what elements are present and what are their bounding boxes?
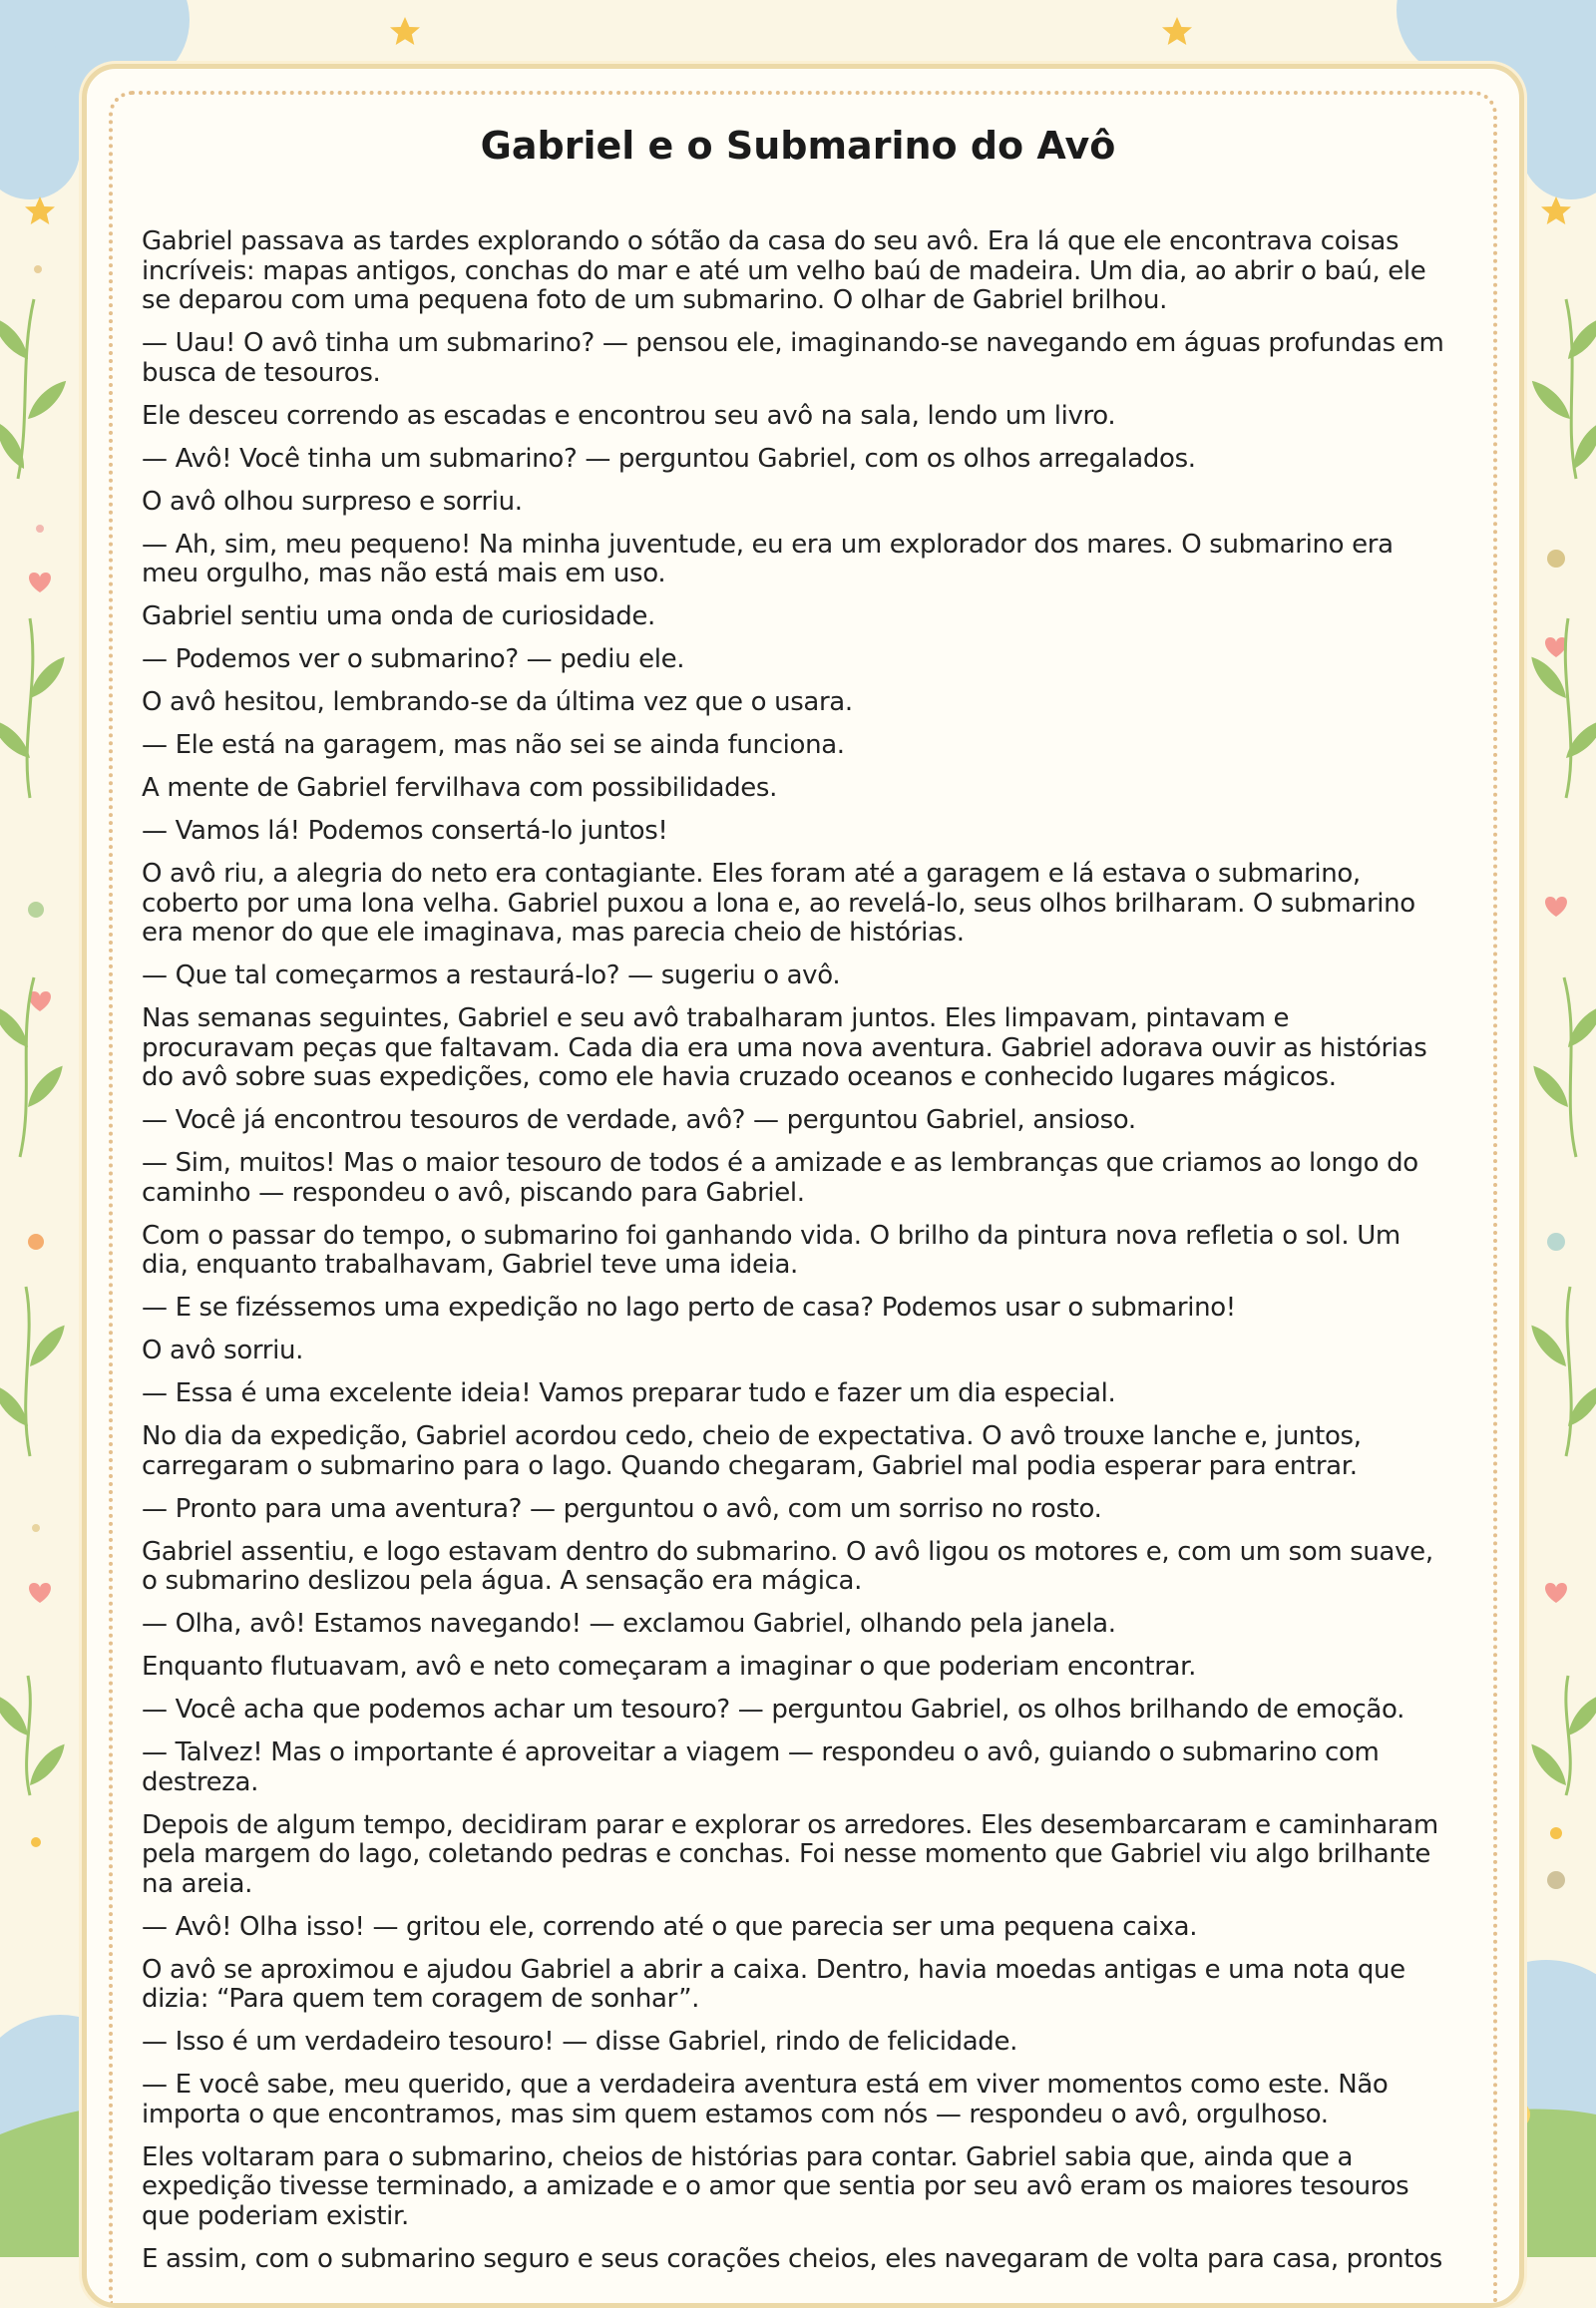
story-paragraph: — Olha, avô! Estamos navegando! — exclamou Gabriel, olhando pela janela. bbox=[142, 1609, 1116, 1639]
story-title: Gabriel e o Submarino do Avô bbox=[480, 124, 1116, 168]
story-paragraph: — Essa é uma excelente ideia! Vamos preparar tudo e fazer um dia especial. bbox=[142, 1378, 1116, 1408]
story-paragraph: — Avô! Olha isso! — gritou ele, correndo até o que parecia ser uma pequena caixa. bbox=[142, 1911, 1198, 1942]
story-paragraph: — Talvez! Mas o importante é aproveitar a viagem — respondeu o avô, guiando o submarino com destreza. bbox=[142, 1737, 1380, 1797]
story-paragraph: — E você sabe, meu querido, que a verdadeira aventura está em viver momentos como este. Não importa o que encontramos, mas sim quem estamos com nós — respondeu o avô, orgulhoso. bbox=[142, 2070, 1389, 2129]
story-paragraph: Ele desceu correndo as escadas e encontrou seu avô na sala, lendo um livro. bbox=[142, 400, 1116, 431]
story-paragraph: Depois de algum tempo, decidiram parar e explorar os arredores. Eles desembarcaram e caminharam pela margem do lago, coletando pedras e conchas. Foi nesse momento que Gabriel viu algo brilhante na areia. bbox=[142, 1809, 1438, 1899]
story-paragraph: — Pronto para uma aventura? — perguntou o avô, com um sorriso no rosto. bbox=[142, 1493, 1102, 1524]
story-paragraph: — Vamos lá! Podemos consertá-lo juntos! bbox=[142, 816, 668, 846]
story-paragraph: — Que tal começarmos a restaurá-lo? — sugeriu o avô. bbox=[142, 961, 841, 990]
story-paragraph: O avô sorriu. bbox=[142, 1336, 304, 1365]
star-icon bbox=[1541, 196, 1571, 224]
story-paragraph: — Avô! Você tinha um submarino? — perguntou Gabriel, com os olhos arregalados. bbox=[142, 443, 1196, 474]
star-icon bbox=[25, 196, 55, 224]
heart-icon bbox=[1545, 1583, 1567, 1603]
star-icon bbox=[390, 17, 420, 45]
story-paragraph: — Ah, sim, meu pequeno! Na minha juventude, eu era um explorador dos mares. O submarino era meu orgulho, mas não está mais em uso. bbox=[142, 529, 1394, 588]
story-paragraph: O avô olhou surpreso e sorriu. bbox=[142, 486, 523, 517]
story-paragraph: Nas semanas seguintes, Gabriel e seu avô trabalharam juntos. Eles limpavam, pintavam e procuravam peças que faltavam. Cada dia era uma nova aventura. Gabriel adorava ouvir as histórias do avô sobre suas expedições, como ele havia cruzado oceanos e conhecido lugares mágicos. bbox=[142, 1003, 1427, 1092]
story-paragraph: — Podemos ver o submarino? — pediu ele. bbox=[142, 644, 685, 674]
heart-icon bbox=[29, 1583, 51, 1603]
story-paragraph: Enquanto flutuavam, avô e neto começaram a imaginar o que poderiam encontrar. bbox=[142, 1652, 1196, 1682]
story-paragraph: No dia da expedição, Gabriel acordou cedo, cheio de expectativa. O avô trouxe lanche e, juntos, carregaram o submarino para o lago. Quando chegaram, Gabriel mal podia esperar para entrar. bbox=[142, 1421, 1362, 1481]
story-paragraph: E assim, com o submarino seguro e seus corações cheios, eles navegaram de volta para casa, prontos bbox=[142, 2243, 1442, 2274]
story-body bbox=[142, 227, 1448, 2288]
story-paragraph: O avô hesitou, lembrando-se da última vez que o usara. bbox=[142, 687, 853, 717]
heart-icon bbox=[29, 991, 51, 1011]
story-paragraph: — Ele está na garagem, mas não sei se ainda funciona. bbox=[142, 730, 845, 760]
story-paragraph: Gabriel sentiu uma onda de curiosidade. bbox=[142, 601, 655, 631]
story-paragraph: — Você já encontrou tesouros de verdade, avô? — perguntou Gabriel, ansioso. bbox=[142, 1105, 1136, 1135]
story-paragraph: A mente de Gabriel fervilhava com possibilidades. bbox=[142, 773, 778, 803]
story-paragraph: — Sim, muitos! Mas o maior tesouro de todos é a amizade e as lembranças que criamos ao longo do caminho — respondeu o avô, piscando para Gabriel. bbox=[142, 1148, 1418, 1208]
story-paragraph: Gabriel assentiu, e logo estavam dentro do submarino. O avô ligou os motores e, com um som suave, o submarino deslizou pela água. A sensação era mágica. bbox=[142, 1536, 1433, 1596]
story-paragraph: Gabriel passava as tardes explorando o sótão da casa do seu avô. Era lá que ele encontrava coisas incríveis: mapas antigos, conchas do mar e até um velho baú de madeira. Um dia, ao abrir o baú, ele se deparou com uma pequena foto de um submarino. O olhar de Gabriel brilhou. bbox=[142, 226, 1426, 315]
story-paragraph: — E se fizéssemos uma expedição no lago perto de casa? Podemos usar o submarino! bbox=[142, 1293, 1236, 1323]
heart-icon bbox=[29, 573, 51, 592]
left-vine-icon bbox=[0, 299, 71, 1795]
story-paragraph: — Uau! O avô tinha um submarino? — pensou ele, imaginando-se navegando em águas profundas em busca de tesouros. bbox=[142, 328, 1444, 388]
heart-icon bbox=[1545, 897, 1567, 917]
star-icon bbox=[1162, 17, 1192, 45]
story-paragraph: — Isso é um verdadeiro tesouro! — disse Gabriel, rindo de felicidade. bbox=[142, 2027, 1018, 2057]
story-paragraph: O avô riu, a alegria do neto era contagiante. Eles foram até a garagem e lá estava o submarino, coberto por uma lona velha. Gabriel puxou a lona e, ao revelá-lo, seus olhos brilharam. O submarino era menor do que ele imaginava, mas parecia cheio de histórias. bbox=[142, 859, 1415, 948]
right-vine-icon bbox=[1526, 299, 1596, 1795]
heart-icon bbox=[1545, 637, 1567, 657]
story-paragraph: Eles voltaram para o submarino, cheios de histórias para contar. Gabriel sabia que, ainda que a expedição tivesse terminado, a amizade e o amor que sentia por seu avô eram os maiores tesouros que poderiam existir. bbox=[142, 2141, 1409, 2231]
story-paragraph: O avô se aproximou e ajudou Gabriel a abrir a caixa. Dentro, havia moedas antigas e uma nota que dizia: “Para quem tem coragem de sonhar”. bbox=[142, 1954, 1405, 2014]
story-paragraph: Com o passar do tempo, o submarino foi ganhando vida. O brilho da pintura nova refletia o sol. Um dia, enquanto trabalhavam, Gabriel teve uma ideia. bbox=[142, 1220, 1400, 1280]
story-paragraph: — Você acha que podemos achar um tesouro? — perguntou Gabriel, os olhos brilhando de emoção. bbox=[142, 1695, 1405, 1725]
